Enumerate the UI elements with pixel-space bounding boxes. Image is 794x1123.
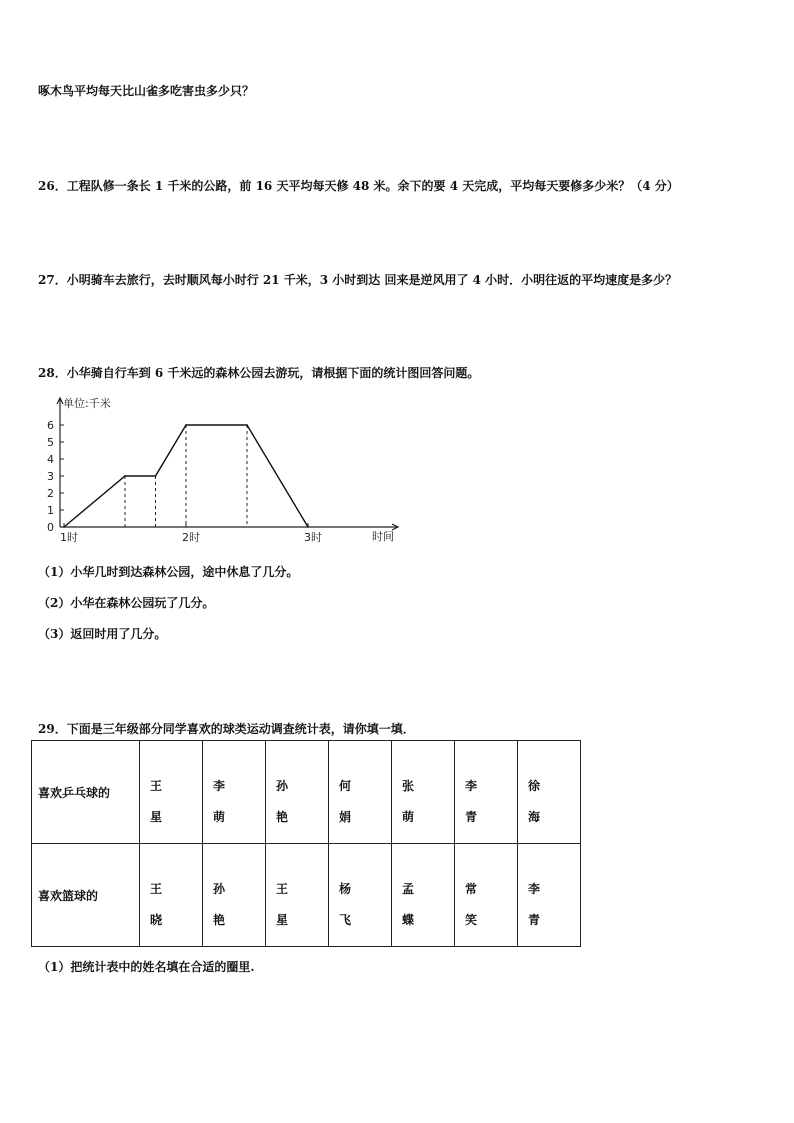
question-28-sub-3: （3）返回时用了几分。 [38, 627, 167, 641]
x-tick-label: 2时 [182, 531, 200, 544]
row-header-pingpong: 喜欢乒乓球的 [32, 741, 140, 844]
question-26: 26．工程队修一条长 1 千米的公路，前 16 天平均每天修 48 米。余下的要 4 天完成，平均每天要修多少米？（4 分） [38, 179, 679, 193]
distance-time-chart [30, 390, 410, 552]
x-tick-label: 3时 [304, 531, 322, 544]
name-cell: 王 晓 [140, 844, 203, 947]
data-point [185, 424, 187, 426]
chart-series [63, 424, 309, 528]
question-28-sub-2: （2）小华在森林公园玩了几分。 [38, 596, 215, 610]
data-point [307, 526, 309, 528]
question-29-intro: 29．下面是三年级部分同学喜欢的球类运动调查统计表，请你填一填． [38, 722, 415, 736]
survey-table [31, 740, 581, 947]
y-axis-label: 单位:千米 [63, 397, 111, 410]
y-tick-label: 4 [47, 453, 54, 466]
x-axis-label: 时间 [372, 530, 394, 543]
question-25-continuation: 啄木鸟平均每天比山雀多吃害虫多少只？ [38, 84, 255, 98]
name-cell: 徐 海 [518, 741, 581, 844]
question-27: 27．小明骑车去旅行，去时顺风每小时行 21 千米，3 小时到达 回来是逆风用了 4 小时．小明往返的平均速度是多少？ [38, 273, 678, 287]
name-cell: 王 星 [140, 741, 203, 844]
name-cell: 杨 飞 [329, 844, 392, 947]
y-tick-label: 5 [47, 436, 54, 449]
name-cell: 李 萌 [203, 741, 266, 844]
name-cell: 何 娟 [329, 741, 392, 844]
table-row [32, 741, 581, 844]
data-point [63, 526, 65, 528]
table-row [32, 844, 581, 947]
name-cell: 常 笑 [455, 844, 518, 947]
question-28-sub-1: （1）小华几时到达森林公园，途中休息了几分。 [38, 565, 299, 579]
name-cell: 李 青 [518, 844, 581, 947]
question-29-sub-1: （1）把统计表中的姓名填在合适的圈里. [38, 960, 255, 974]
name-cell: 孙 艳 [203, 844, 266, 947]
y-tick-label: 1 [47, 504, 54, 517]
chart-axes [57, 398, 398, 530]
name-cell: 王 星 [266, 844, 329, 947]
y-tick-label: 3 [47, 470, 54, 483]
data-point [246, 424, 248, 426]
question-28-intro: 28．小华骑自行车到 6 千米远的森林公园去游玩，请根据下面的统计图回答问题。 [38, 366, 480, 380]
name-cell: 张 萌 [392, 741, 455, 844]
y-tick-label: 2 [47, 487, 54, 500]
y-tick-label: 0 [47, 521, 54, 534]
y-tick-label: 6 [47, 419, 54, 432]
name-cell: 孙 艳 [266, 741, 329, 844]
name-cell: 孟 蝶 [392, 844, 455, 947]
x-tick-label: 1时 [60, 531, 78, 544]
row-header-basketball: 喜欢篮球的 [32, 844, 140, 947]
data-point [124, 475, 126, 477]
name-cell: 李 青 [455, 741, 518, 844]
data-point [155, 475, 157, 477]
